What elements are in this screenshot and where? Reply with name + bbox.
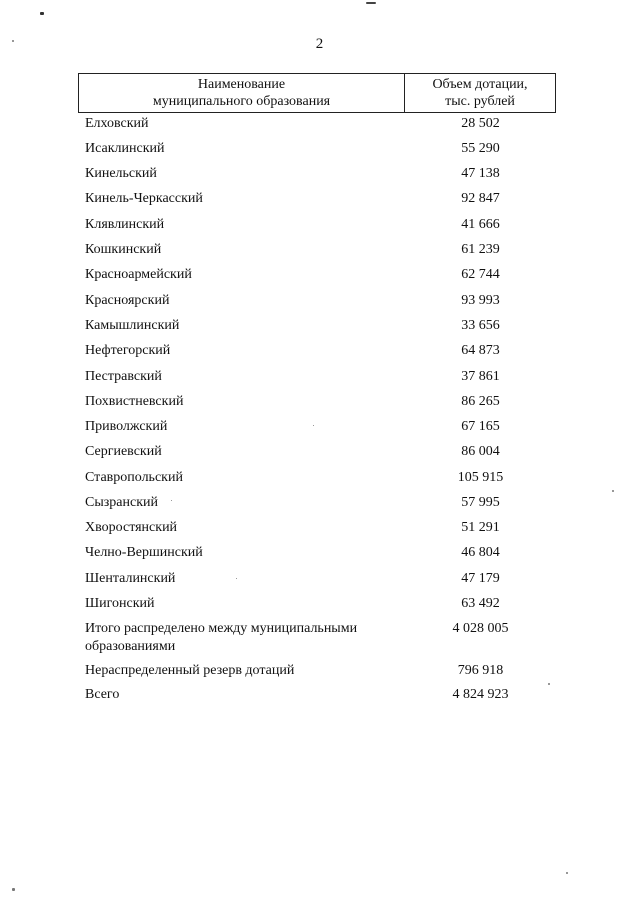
municipality-name: Хворостянский	[85, 520, 178, 535]
municipality-name: Шенталинский	[85, 571, 176, 586]
subsidy-amount: 63 492	[461, 596, 500, 611]
subsidy-amount: 105 915	[457, 470, 504, 485]
municipality-name: Елховский	[85, 116, 149, 131]
subsidy-amount: 57 995	[461, 495, 500, 510]
total-distributed-label-line-1: Итого распределено между муниципальными	[85, 621, 358, 636]
header-subsidy-amount	[405, 74, 555, 112]
municipality-name: Камышлинский	[85, 318, 180, 333]
total-distributed-amount: 4 028 005	[452, 621, 509, 636]
subsidy-amount: 64 873	[461, 343, 500, 358]
municipality-name: Похвистневский	[85, 394, 184, 409]
municipality-name: Кошкинский	[85, 242, 162, 257]
municipality-name: Сергиевский	[85, 444, 162, 459]
subsidy-amount: 41 666	[461, 217, 500, 232]
subsidy-amount: 33 656	[461, 318, 500, 333]
subsidy-amount: 93 993	[461, 293, 500, 308]
subsidy-amount: 37 861	[461, 369, 500, 384]
table-header	[78, 73, 556, 113]
subsidy-amount: 47 138	[461, 166, 500, 181]
subsidy-amount: 47 179	[461, 571, 500, 586]
municipality-name: Кинельский	[85, 166, 157, 181]
municipality-name: Кинель-Черкасский	[85, 191, 203, 206]
subsidy-amount: 28 502	[461, 116, 500, 131]
subsidy-amount: 46 804	[461, 545, 500, 560]
subsidy-amount: 51 291	[461, 520, 500, 535]
municipality-name: Шигонский	[85, 596, 155, 611]
header-municipality	[79, 74, 405, 112]
grand-total-label: Всего	[85, 687, 120, 702]
total-distributed-label	[85, 620, 395, 656]
municipality-name: Приволжский	[85, 419, 168, 434]
reserve-label: Нераспределенный резерв дотаций	[85, 663, 295, 678]
subsidy-amount: 61 239	[461, 242, 500, 257]
municipality-name: Челно-Вершинский	[85, 545, 203, 560]
subsidy-amount: 92 847	[461, 191, 500, 206]
total-distributed-label-line-2: образованиями	[85, 639, 176, 654]
header-amount-line-2: тыс. рублей	[445, 94, 515, 109]
header-amount-line-1: Объем дотации,	[432, 77, 528, 92]
municipality-name: Пестравский	[85, 369, 162, 384]
page-number: 2	[315, 36, 324, 52]
subsidy-amount: 55 290	[461, 141, 500, 156]
reserve-amount: 796 918	[457, 663, 504, 678]
municipality-name: Нефтегорский	[85, 343, 171, 358]
grand-total-amount: 4 824 923	[452, 687, 509, 702]
municipality-name: Сызранский	[85, 495, 158, 510]
municipality-name: Клявлинский	[85, 217, 165, 232]
municipality-name: Красноярский	[85, 293, 170, 308]
header-municipality-line-2: муниципального образования	[152, 94, 331, 109]
subsidy-amount: 62 744	[461, 267, 500, 282]
subsidy-amount: 67 165	[461, 419, 500, 434]
municipality-name: Красноармейский	[85, 267, 192, 282]
subsidy-amount: 86 265	[461, 394, 500, 409]
municipality-name: Ставропольский	[85, 470, 183, 485]
header-municipality-line-1: Наименование	[197, 77, 286, 92]
subsidy-amount: 86 004	[461, 444, 500, 459]
municipality-name: Исаклинский	[85, 141, 165, 156]
